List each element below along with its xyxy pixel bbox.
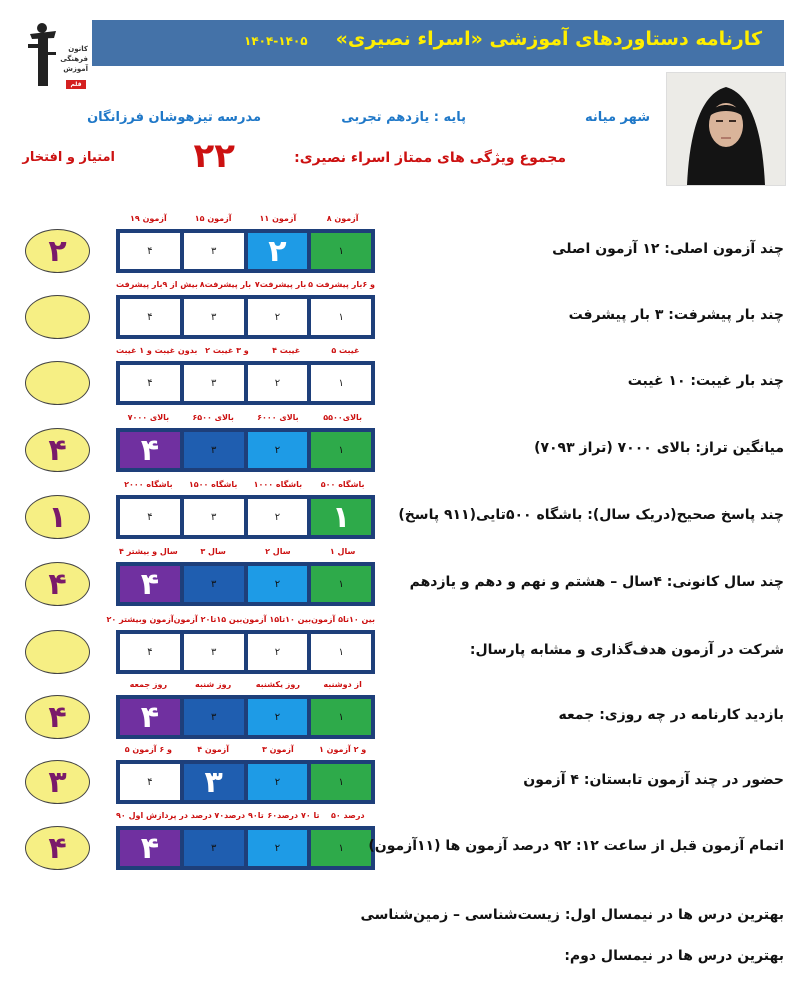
- level-cell: ۲: [248, 365, 308, 401]
- level-caption: ۱ و ۲ آزمون: [318, 745, 367, 754]
- row-captions: [106, 615, 375, 624]
- row-captions: [116, 346, 375, 355]
- score-oval: [25, 295, 90, 339]
- level-caption: باشگاه ۵۰۰: [320, 480, 365, 489]
- level-cell: ۲: [248, 432, 308, 468]
- best-courses-first-semester: بهترین درس ها در نیمسال اول: زیست‌شناسی – زمین‌شناسی: [360, 907, 784, 923]
- level-caption: ۴ سال و بیشتر: [119, 547, 178, 556]
- level-cell: ۴: [120, 830, 180, 866]
- level-caption: بین ۱۵تا۲۰ آزمون: [173, 615, 243, 624]
- level-caption: ۵ غیبت: [331, 346, 360, 355]
- level-caption: باشگاه ۱۵۰۰: [188, 480, 238, 489]
- level-cell: ۲: [248, 830, 308, 866]
- level-caption: بدون غیبت و ۱ غیبت: [115, 346, 198, 355]
- level-caption: ۴ آزمون: [197, 745, 230, 754]
- level-caption: بالای ۷۰۰۰: [127, 413, 170, 422]
- level-cell: ۴: [120, 432, 180, 468]
- best-courses-second-semester: بهترین درس ها در نیمسال دوم:: [564, 948, 784, 964]
- level-cell: ۳: [184, 432, 244, 468]
- row-captions: [116, 480, 375, 489]
- header-banner: [92, 20, 784, 66]
- level-cell: ۳: [184, 365, 244, 401]
- score-oval: ۱: [25, 495, 90, 539]
- kanoon-logo: [20, 22, 88, 97]
- level-cell: ۴: [120, 699, 180, 735]
- score-oval: ۳: [25, 760, 90, 804]
- row-captions: [116, 680, 375, 689]
- level-caption: بالای ۶۰۰۰: [257, 413, 299, 422]
- level-caption: ۷بار پیشرفت: [254, 280, 307, 289]
- grade-label: پایه : یازدهم تجربی: [341, 110, 466, 125]
- level-cell: ۲: [248, 764, 308, 800]
- level-caption: ۸ آزمون: [326, 214, 359, 223]
- level-cell: ۱: [311, 634, 371, 670]
- level-caption: ۵ و ۶بار پیشرفت: [308, 280, 375, 289]
- year-range: ۱۴۰۴-۱۴۰۵: [244, 34, 308, 48]
- criterion-description: چند پاسخ صحیح(دریک سال): باشگاه ۵۰۰تایی(۹۱۱ پاسخ): [398, 507, 784, 523]
- points-label: امتیاز و افتخار: [22, 150, 115, 165]
- level-cell: ۱: [311, 432, 371, 468]
- level-cell: ۳: [184, 499, 244, 535]
- score-oval: ۴: [25, 428, 90, 472]
- criterion-description: شرکت در آزمون هدف‌گذاری و مشابه پارسال:: [469, 642, 784, 658]
- city-label: شهر میانه: [585, 110, 650, 125]
- level-table: [116, 295, 375, 339]
- criterion-description: بازدید کارنامه در چه روزی: جمعه: [558, 707, 784, 723]
- level-cell: ۴: [120, 499, 180, 535]
- level-caption: باشگاه ۱۰۰۰: [253, 480, 303, 489]
- level-caption: ۱ سال: [329, 547, 356, 556]
- level-table: [116, 695, 375, 739]
- level-caption: ۷۰تا۹۰ درصد: [214, 811, 264, 820]
- level-caption: بالای۵۵۰۰: [323, 413, 363, 422]
- level-cell: ۱: [311, 365, 371, 401]
- level-caption: ۳ آزمون: [261, 745, 294, 754]
- features-label: مجموع ویژگی های ممتاز اسراء نصیری:: [294, 150, 566, 166]
- level-cell: ۴: [120, 566, 180, 602]
- level-cell: ۱: [311, 499, 371, 535]
- level-cell: ۴: [120, 299, 180, 335]
- level-caption: ۹۰ درصد در پردازش اول: [116, 811, 212, 820]
- student-photo: [666, 72, 786, 186]
- level-cell: ۴: [120, 233, 180, 269]
- level-caption: باشگاه ۲۰۰۰: [124, 480, 173, 489]
- level-caption: ۵۰ درصد: [330, 811, 365, 820]
- score-oval: [25, 630, 90, 674]
- level-cell: ۱: [311, 566, 371, 602]
- row-captions: [116, 214, 375, 223]
- level-table: [116, 562, 375, 606]
- level-cell: ۳: [184, 233, 244, 269]
- level-table: [116, 826, 375, 870]
- level-cell: ۳: [184, 830, 244, 866]
- criterion-description: چند بار غیبت: ۱۰ غیبت: [627, 373, 784, 389]
- level-caption: ۲ و ۳ غیبت: [205, 346, 249, 355]
- level-cell: ۴: [120, 634, 180, 670]
- level-cell: ۱: [311, 830, 371, 866]
- level-caption: ۲ سال: [265, 547, 291, 556]
- level-caption: بیش از ۹بار پیشرفت: [116, 280, 198, 289]
- points-value: ۲۲: [193, 136, 235, 176]
- page-title: کارنامه دستاوردهای آموزشی «اسراء نصیری»: [335, 28, 762, 50]
- level-caption: ۶۰تا ۷۰ درصد: [267, 811, 320, 820]
- level-caption: روز شنبه: [195, 680, 232, 689]
- level-table: [116, 428, 375, 472]
- row-captions: [116, 745, 375, 754]
- school-label: مدرسه تیزهوشان فرزانگان: [87, 110, 261, 125]
- criterion-description: میانگین تراز: بالای ۷۰۰۰ (تراز ۷۰۹۳): [534, 440, 784, 456]
- level-table: [116, 361, 375, 405]
- logo-text-3: آموزش: [63, 65, 88, 73]
- row-captions: [116, 547, 375, 556]
- level-caption: ۳ سال: [200, 547, 226, 556]
- level-cell: ۳: [184, 566, 244, 602]
- level-caption: ۸بار پیشرفت: [199, 280, 252, 289]
- level-cell: ۲: [248, 566, 308, 602]
- level-cell: ۴: [120, 764, 180, 800]
- level-caption: ۱۹ آزمون: [130, 214, 167, 223]
- level-cell: ۱: [311, 233, 371, 269]
- level-caption: ۱۱ آزمون: [259, 214, 297, 223]
- logo-text-1: کانون: [68, 45, 88, 53]
- level-caption: از دوشنبه: [323, 680, 362, 689]
- level-cell: ۱: [311, 299, 371, 335]
- level-caption: ۵ و ۶ آزمون: [124, 745, 172, 754]
- level-cell: ۲: [248, 634, 308, 670]
- level-cell: ۱: [311, 699, 371, 735]
- score-oval: ۴: [25, 562, 90, 606]
- level-caption: روز جمعه: [129, 680, 168, 689]
- level-caption: بالای ۶۵۰۰: [192, 413, 234, 422]
- row-captions: [116, 280, 375, 289]
- level-cell: ۳: [184, 764, 244, 800]
- level-cell: ۱: [311, 764, 371, 800]
- level-table: [116, 229, 375, 273]
- criterion-description: چند آزمون اصلی: ۱۲ آزمون اصلی: [552, 241, 784, 257]
- level-caption: ۴ غیبت: [272, 346, 301, 355]
- logo-text-4: قلم چی: [70, 81, 82, 97]
- row-captions: [116, 811, 375, 820]
- level-cell: ۲: [248, 699, 308, 735]
- level-caption: ۱۵ آزمون: [194, 214, 232, 223]
- logo-text-2: فرهنگی: [60, 55, 88, 63]
- level-cell: ۳: [184, 699, 244, 735]
- level-cell: ۳: [184, 634, 244, 670]
- level-cell: ۳: [184, 299, 244, 335]
- level-cell: ۲: [248, 233, 308, 269]
- score-oval: ۴: [25, 695, 90, 739]
- level-cell: ۲: [248, 299, 308, 335]
- row-captions: [116, 413, 375, 422]
- level-cell: ۴: [120, 365, 180, 401]
- level-caption: روز یکشنبه: [255, 680, 300, 689]
- level-table: [116, 495, 375, 539]
- score-oval: [25, 361, 90, 405]
- criterion-description: حضور در چند آزمون تابستان: ۴ آزمون: [523, 772, 784, 788]
- level-caption: بین ۱۰تا۵ آزمون: [311, 615, 375, 624]
- criterion-description: اتمام آزمون قبل از ساعت ۱۲: ۹۲ درصد آزمون ها (۱۱آزمون): [368, 838, 784, 854]
- score-oval: ۲: [25, 229, 90, 273]
- level-table: [116, 760, 375, 804]
- level-caption: بین ۱۰تا۱۵ آزمون: [242, 615, 312, 624]
- level-caption: ۲۰ آزمون وبیشتر: [106, 615, 174, 624]
- score-oval: ۴: [25, 826, 90, 870]
- criterion-description: چند بار پیشرفت: ۳ بار پیشرفت: [568, 307, 784, 323]
- criterion-description: چند سال کانونی: ۴سال – هشتم و نهم و دهم و یازدهم: [409, 574, 784, 590]
- level-table: [116, 630, 375, 674]
- level-cell: ۲: [248, 499, 308, 535]
